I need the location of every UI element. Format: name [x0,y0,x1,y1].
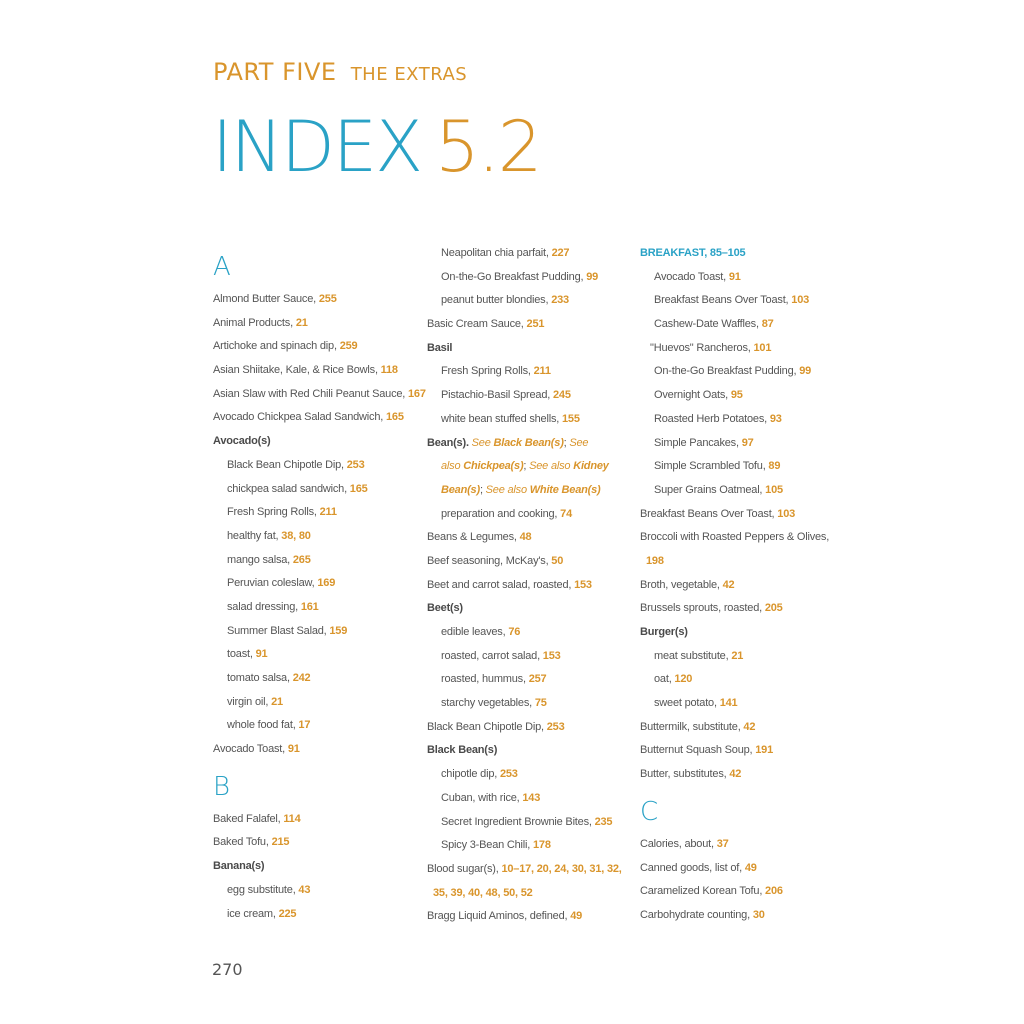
index-continuation [640,550,846,574]
index-subentry [213,879,419,903]
separator: ; [523,460,530,473]
page-ref: 165 [349,482,368,495]
index-term: Artichoke and spinach dip, [213,340,340,353]
see-label: See [471,436,494,449]
index-entry [213,738,419,762]
index-term: Caramelized Korean Tofu, [640,885,766,898]
index-subentry [640,479,846,503]
page-ref: 114 [283,812,301,825]
index-subentry [640,266,846,290]
index-term: Brussels sprouts, roasted, [640,602,765,615]
index-term: Simple Pancakes, [654,436,742,449]
index-heading [213,430,419,454]
index-entry [640,526,846,550]
index-term: white bean stuffed shells, [441,412,562,425]
index-subentry [213,572,419,596]
page-ref: 257 [528,673,547,686]
index-term: Avocado Chickpea Salad Sandwich, [213,411,386,424]
index-subentry [213,714,419,738]
page-ref: 42 [722,578,735,591]
index-entry [427,858,633,882]
index-subentry [640,313,846,337]
index-term: Spicy 3-Bean Chili, [441,839,533,852]
page-ref: 253 [499,768,518,781]
index-term: Black Bean Chipotle Dip, [427,720,547,733]
index-term: Secret Ingredient Brownie Bites, [441,815,595,828]
index-term: Blood sugar(s), [427,862,502,875]
page-ref: 95 [730,389,743,402]
page-ref: 205 [764,602,783,615]
page-ref: 75 [534,697,547,710]
index-term: Pistachio-Basil Spread, [441,389,553,402]
index-term: egg substitute, [227,883,299,896]
index-term: Simple Scrambled Tofu, [654,460,769,473]
index-term: Canned goods, list of, [640,861,745,874]
index-entry [640,597,846,621]
part-heading [213,58,467,86]
page-ref: 253 [346,458,365,471]
page-ref: 169 [317,577,336,590]
index-heading [427,337,633,361]
page-ref: 89 [768,460,781,473]
index-term: sweet potato, [654,697,720,710]
index-term: Bragg Liquid Aminos, defined, [427,910,571,923]
index-entry [213,312,419,336]
index-subentry [427,787,633,811]
index-term: Roasted Herb Potatoes, [654,412,770,425]
index-term: Peruvian coleslaw, [227,577,318,590]
index-subentry [640,692,846,716]
index-subentry [427,384,633,408]
separator: ; [563,436,570,449]
page-number: 270 [212,960,243,979]
page-ref: 101 [753,341,772,354]
index-subentry [213,903,419,927]
see-label: also [441,460,464,473]
page-ref: 10–17, 20, 24, 30, 31, 32, [501,862,622,875]
index-subentry [427,242,633,266]
index-subentry [213,549,419,573]
index-term: chickpea salad sandwich, [227,482,350,495]
page-ref: 242 [292,672,311,684]
index-term: meat substitute, [654,649,732,662]
page-ref: 21 [271,695,283,708]
index-subentry [640,408,846,432]
index-letter-heading: C [640,796,659,827]
index-entry [427,313,633,337]
page-ref: 35, 39, 40, 48, 50, 52 [433,886,533,899]
page-ref: 103 [777,507,796,520]
index-term: oat, [654,673,675,686]
index-term: Buttermilk, substitute, [640,720,744,733]
index-subentry [427,266,633,290]
index-subentry [427,503,633,527]
index-see-also [427,432,633,456]
title-word: INDEX [212,106,422,188]
index-term: Calories, about, [640,837,717,850]
see-target: White Bean(s) [529,483,601,496]
see-target: Kidney [573,460,609,473]
index-term: Burger(s) [640,626,688,638]
page-ref: 253 [546,720,565,733]
page-ref: 153 [542,649,561,662]
page-ref: 87 [761,318,774,331]
page-ref: 225 [278,907,297,920]
index-entry [640,857,846,881]
page-ref: 259 [339,340,358,353]
page-ref: 42 [729,768,742,781]
index-term: Almond Butter Sauce, [213,293,319,305]
index-subentry [213,667,419,691]
index-term: Cuban, with rice, [441,791,523,804]
page-ref: 161 [300,600,319,613]
index-subentry [427,668,633,692]
index-term: Breakfast Beans Over Toast, [654,294,792,307]
see-label: See [569,436,589,449]
page-ref: 17 [298,719,311,732]
index-subentry [427,692,633,716]
index-term: Beans & Legumes, [427,531,520,544]
page-ref: 76 [508,626,521,638]
index-section-entry [640,242,846,266]
index-term: BREAKFAST, [640,247,710,259]
page-ref: 37 [716,837,729,850]
separator: ; [479,483,486,496]
index-subentry [427,763,633,787]
title-number: 5.2 [435,106,541,188]
index-entry [640,574,846,598]
page-ref: 50 [551,554,564,567]
index-term: On-the-Go Breakfast Pudding, [441,270,587,283]
page-ref: 99 [799,365,812,378]
page-ref: 265 [292,553,311,566]
see-label: See also [485,483,530,496]
page-ref: 215 [271,836,290,849]
index-term: Avocado(s) [213,435,271,448]
page-ref: 167 [408,387,426,400]
index-term: healthy fat, [227,529,282,542]
index-term: Carbohydrate counting, [640,908,753,921]
page-ref: 48 [519,531,532,544]
page-ref: 165 [385,411,404,424]
index-see-also [427,479,633,503]
page-ref: 85–105 [709,247,746,259]
index-term: whole food fat, [227,719,299,732]
see-target: Bean(s) [441,483,480,496]
index-subentry [640,289,846,313]
page-ref: 103 [791,294,810,307]
page-ref: 245 [552,389,571,402]
page-ref: 227 [551,247,570,259]
index-subentry [427,408,633,432]
index-term: Butternut Squash Soup, [640,744,756,757]
index-term: Super Grains Oatmeal, [654,483,766,496]
page-ref: 43 [298,883,311,896]
index-subentry [213,620,419,644]
page-ref: 97 [741,436,754,449]
index-entry [213,406,419,430]
index-term: Broth, vegetable, [640,578,723,591]
index-subentry [213,478,419,502]
index-entry [640,904,846,928]
index-entry [213,831,419,855]
index-term: Baked Tofu, [213,836,272,849]
index-subentry [427,289,633,313]
index-entry [640,739,846,763]
index-term: Beef seasoning, McKay's, [427,554,552,567]
index-term: Neapolitan chia parfait, [441,247,552,259]
index-term: Basil [427,341,453,354]
index-term: Beet and carrot salad, roasted, [427,578,575,591]
index-subentry [640,360,846,384]
index-subentry [213,596,419,620]
index-entry [213,288,419,312]
page-ref: 251 [526,318,545,331]
index-term: On-the-Go Breakfast Pudding, [654,365,800,378]
index-term: toast, [227,648,256,661]
page-ref: 198 [646,554,664,567]
index-entry [640,763,846,787]
index-subentry [640,337,846,361]
index-term: Butter, substitutes, [640,768,730,781]
index-letter-heading: A [213,252,231,282]
index-column-1 [213,242,426,926]
page-ref: 21 [295,316,308,329]
index-entry [427,574,633,598]
page-ref: 233 [551,294,569,307]
index-term: Asian Shiitake, Kale, & Rice Bowls, [213,364,381,377]
index-term: Banana(s) [213,860,265,873]
index-column-3 [640,242,846,928]
index-column-2 [427,242,633,929]
index-entry [427,526,633,550]
index-term: Black Bean(s) [427,744,498,757]
page-ref: 255 [318,293,337,305]
index-subentry [640,432,846,456]
index-heading [427,739,633,763]
index-term: chipotle dip, [441,768,500,781]
index-entry [640,833,846,857]
index-term: edible leaves, [441,626,509,638]
page-ref: 178 [533,839,551,852]
index-term: Black Bean Chipotle Dip, [227,458,347,471]
page-ref: 211 [319,506,337,519]
see-target: Chickpea(s) [463,460,524,473]
index-term: Broccoli with Roasted Peppers & Olives, [640,531,830,544]
page-ref: 153 [574,578,592,591]
index-term: Basic Cream Sauce, [427,318,527,331]
page-ref: 206 [765,885,783,898]
page-ref: 91 [255,648,268,661]
index-letter-heading: B [213,771,231,802]
index-subentry [213,454,419,478]
index-term: Avocado Toast, [213,743,288,756]
index-heading [640,621,846,645]
index-term: Fresh Spring Rolls, [227,506,320,519]
index-subentry [427,621,633,645]
index-term: "Huevos" Rancheros, [650,341,754,354]
index-see-also [427,455,633,479]
index-term: Beet(s) [427,602,463,615]
index-term: mango salsa, [227,553,293,566]
index-subentry [640,668,846,692]
page-ref: 38, 80 [281,529,311,542]
index-subentry [213,501,419,525]
page-ref: 49 [570,910,583,923]
index-term: Summer Blast Salad, [227,624,330,637]
section-label: THE EXTRAS [350,64,468,85]
index-subentry [640,455,846,479]
index-entry [213,383,426,407]
index-term: Avocado Toast, [654,270,729,283]
page-ref: 141 [719,697,738,710]
index-term: ice cream, [227,907,279,920]
index-continuation [427,882,633,906]
index-entry [427,716,633,740]
page-ref: 99 [586,270,599,283]
index-term: roasted, hummus, [441,673,529,686]
index-term: peanut butter blondies, [441,294,552,307]
page-ref: 105 [765,483,783,496]
index-term: Asian Slaw with Red Chili Peanut Sauce, [213,387,408,400]
page-ref: 155 [561,412,580,425]
index-term: Breakfast Beans Over Toast, [640,507,778,520]
index-term: Cashew-Date Waffles, [654,318,762,331]
page-ref: 49 [744,861,757,874]
index-term: Fresh Spring Rolls, [441,365,534,378]
index-term: Animal Products, [213,316,296,329]
index-subentry [427,360,633,384]
index-entry [213,335,419,359]
see-target: Black Bean(s) [493,436,564,449]
index-subentry [640,645,846,669]
page-ref: 74 [560,507,572,520]
page-ref: 21 [731,649,744,662]
index-subentry [640,384,846,408]
index-term: starchy vegetables, [441,697,535,710]
index-heading [427,597,633,621]
index-heading [213,855,419,879]
index-term: preparation and cooking, [441,507,561,520]
index-entry [640,880,846,904]
part-label: PART FIVE [213,58,337,86]
page-ref: 91 [728,270,741,283]
page-ref: 143 [522,791,541,804]
page-ref: 235 [594,815,613,828]
page-ref: 159 [329,624,348,637]
index-subentry [427,645,633,669]
index-term: salad dressing, [227,600,301,613]
index-term: Bean(s). [427,436,472,449]
index-entry [640,716,846,740]
index-term: Baked Falafel, [213,812,284,825]
page-title [212,106,541,188]
page-ref: 91 [287,743,300,756]
page-ref: 30 [752,908,765,921]
page-ref: 118 [380,364,398,377]
index-term: Overnight Oats, [654,389,731,402]
page-ref: 93 [769,412,782,425]
index-subentry [213,525,419,549]
page-ref: 120 [674,673,693,686]
index-entry [640,503,846,527]
index-entry [213,808,419,832]
page-ref: 42 [743,720,756,733]
index-subentry [427,834,633,858]
index-term: virgin oil, [227,695,272,708]
page-ref: 211 [533,365,551,378]
index-term: tomato salsa, [227,672,293,684]
index-subentry [213,691,419,715]
index-entry [427,905,633,929]
index-term: roasted, carrot salad, [441,649,543,662]
index-subentry [213,643,419,667]
index-subentry [427,811,633,835]
index-entry [213,359,419,383]
see-label: See also [529,460,574,473]
page-ref: 191 [755,744,774,757]
index-entry [427,550,633,574]
